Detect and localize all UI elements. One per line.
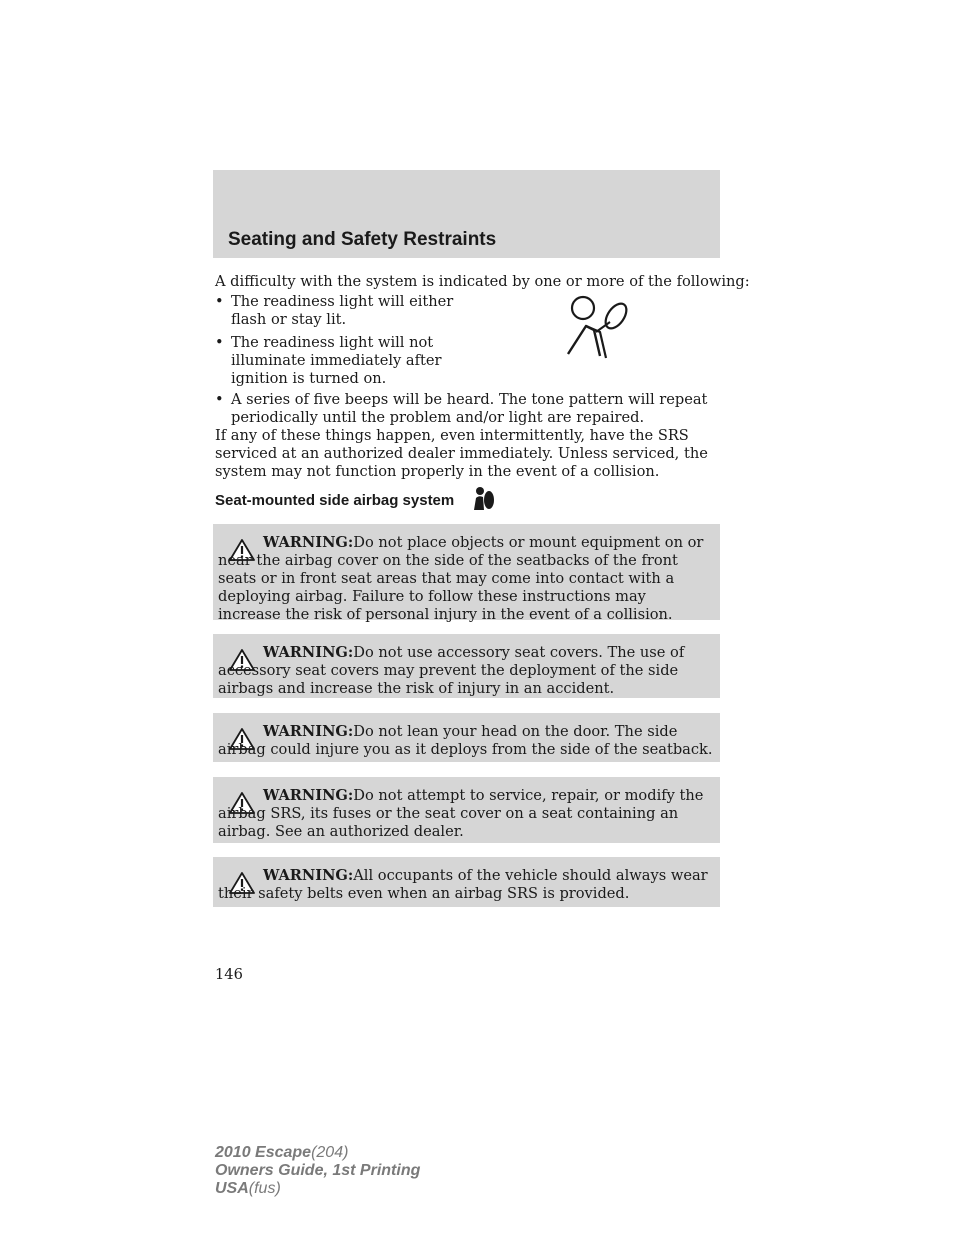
warning-text: All occupants of the vehicle should always wear their safety belts even when an airbag SRS is provided. — [218, 867, 708, 902]
subheading: Seat-mounted side airbag system — [215, 492, 455, 509]
warning-label: WARNING: — [263, 534, 354, 551]
intro-text: A difficulty with the system is indicated by one or more of the following: — [215, 273, 750, 290]
bullet-mark: • — [215, 334, 224, 351]
airbag-readiness-icon — [556, 292, 636, 364]
warning-box — [213, 524, 720, 623]
warning-box — [213, 777, 720, 843]
bullet-mark: • — [215, 391, 224, 408]
warning-box — [213, 713, 720, 762]
footer-market-code: (fus) — [248, 1180, 281, 1197]
warning-label: WARNING: — [263, 723, 354, 740]
side-airbag-icon — [470, 486, 496, 512]
warning-text: Do not lean your head on the door. The side airbag could injure you as it deploys from the side of the seatback. — [218, 723, 713, 758]
warning-label: WARNING: — [263, 644, 354, 661]
warning-label: WARNING: — [263, 867, 354, 884]
warning-text: Do not use accessory seat covers. The use of accessory seat covers may prevent the deployment of the side airbags and increase the risk of injury in an accident. — [218, 644, 685, 697]
bullet-mark: • — [215, 293, 224, 310]
warning-box — [213, 857, 720, 907]
page-number: 146 — [215, 966, 243, 983]
body-paragraph: If any of these things happen, even intermittently, have the SRS serviced at an authorized dealer immediately. Unless serviced, the system may not function properly in the event of a collision. — [215, 427, 708, 480]
footer-model-code: (204) — [311, 1144, 349, 1161]
bullet-text: The readiness light will not illuminate immediately after ignition is turned on. — [231, 334, 442, 387]
footer-model: 2010 Escape — [215, 1144, 312, 1161]
warning-label: WARNING: — [263, 787, 354, 804]
footer-market: USA — [215, 1180, 249, 1197]
warning-text: Do not place objects or mount equipment on or near the airbag cover on the side of the seatbacks of the front seats or in front seat areas that may come into contact with a deploying airbag. Failure to follow these instructions may increase the risk of personal injury in the event of a collision. — [218, 534, 704, 623]
warning-text: Do not attempt to service, repair, or modify the airbag SRS, its fuses or the seat cover on a seat containing an airbag. See an authorized dealer. — [218, 787, 704, 840]
section-title: Seating and Safety Restraints — [228, 229, 497, 250]
warning-box — [213, 634, 720, 698]
bullet-text: A series of five beeps will be heard. The tone pattern will repeat periodically until the problem and/or light are repaired. — [231, 391, 708, 426]
bullet-text: The readiness light will either flash or stay lit. — [231, 293, 454, 328]
footer-edition: Owners Guide, 1st Printing — [215, 1162, 421, 1179]
print-footer — [215, 1144, 420, 1198]
